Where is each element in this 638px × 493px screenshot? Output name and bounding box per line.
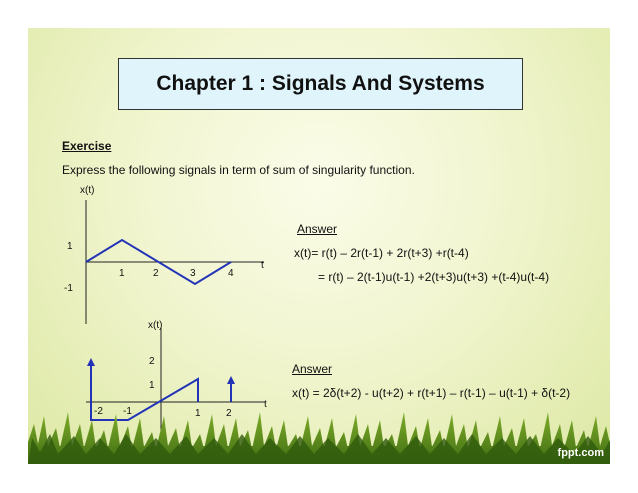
plot2-xtick-neg1: -1 (123, 406, 132, 417)
plot2-xlabel: t (264, 399, 267, 410)
plot1-xtick-4: 4 (228, 268, 234, 279)
grass-decoration (28, 394, 610, 464)
slide-title: Chapter 1 : Signals And Systems (156, 72, 485, 95)
slide (28, 28, 610, 464)
plot1-ytick-neg: -1 (64, 283, 73, 294)
plot1-ytick-pos: 1 (67, 241, 73, 252)
answer2-label: Answer (292, 362, 333, 376)
plot1-xtick-3: 3 (190, 268, 196, 279)
plot1-xlabel: t (261, 260, 264, 271)
plot2-xtick-2: 2 (226, 408, 232, 419)
plot2-ytick-1: 1 (149, 380, 155, 391)
plot2-xtick-1: 1 (195, 408, 201, 419)
answer2-line1: x(t) = 2δ(t+2) - u(t+2) + r(t+1) – r(t-1) – u(t-1) + δ(t-2) (292, 386, 571, 400)
brand-watermark: fppt.com (557, 447, 604, 459)
answer1-line2: = r(t) – 2(t-1)u(t-1) +2(t+3)u(t+3) +(t-4)u(t-4) (318, 270, 550, 284)
answer1-line1: x(t)= r(t) – 2r(t-1) + 2r(t+3) +r(t-4) (294, 246, 469, 260)
plot1-ylabel: x(t) (80, 185, 95, 196)
plot1-xtick-2: 2 (153, 268, 159, 279)
plot2-ylabel: x(t) (148, 320, 163, 331)
exercise-heading: Exercise (62, 139, 112, 153)
plot1-xtick-1: 1 (119, 268, 125, 279)
plot2-xtick-neg2: -2 (94, 406, 103, 417)
answer1-label: Answer (297, 222, 338, 236)
plot2-delta-2-arrow (227, 376, 235, 384)
plot2-ytick-2: 2 (149, 356, 155, 367)
exercise-prompt: Express the following signals in term of sum of singularity function. (62, 163, 415, 177)
plot2-delta-neg2-arrow (87, 358, 95, 366)
